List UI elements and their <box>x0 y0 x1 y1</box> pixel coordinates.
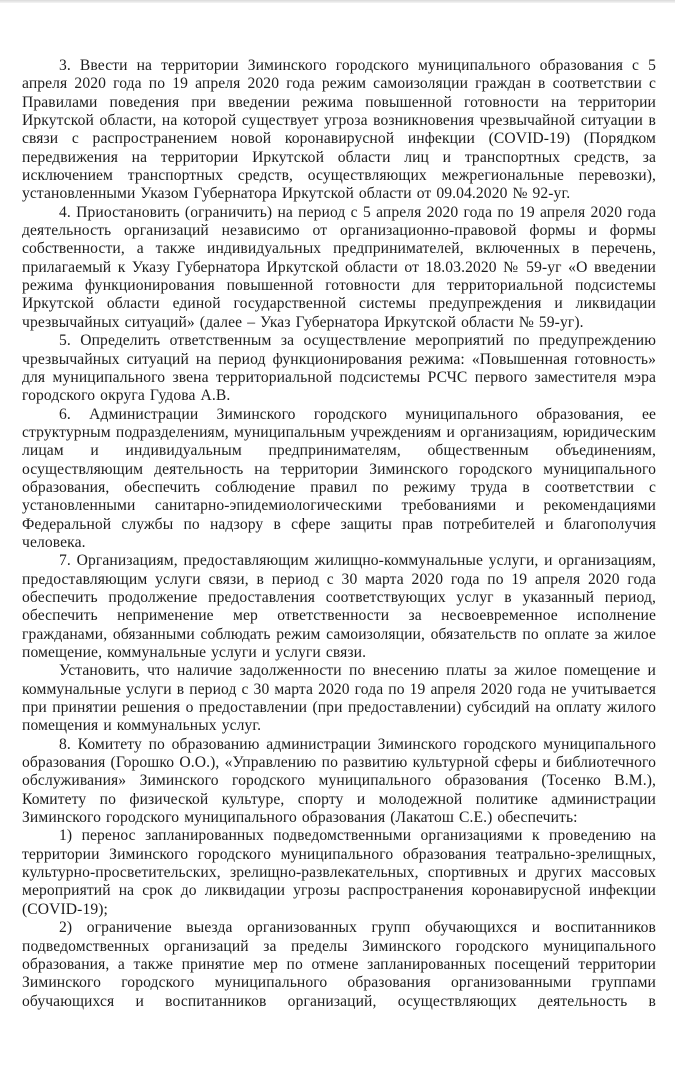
paragraph-item-4: 4. Приостановить (ограничить) на период с 5 апреля 2020 года по 19 апреля 2020 года деятельность организаций независимо от организационно-правовой формы и формы собственности, а также индивидуальных предпринимателей, включенных в перечень, прилагаемый к Указу Губернатора Иркутской области от 18.03.2020 № 59-уг «О введении режима функционирования повышенной готовности для территориальной подсистемы Иркутской области единой государственной системы предупреждения и ликвидации чрезвычайных ситуаций» (далее – Указ Губернатора Иркутской области № 59-уг). <box>22 203 656 331</box>
paragraph-item-8: 8. Комитету по образованию администрации Зиминского городского муниципального образования (Горошко О.О.), «Управлению по развитию культурной сферы и библиотечного обслуживания» Зиминского городского муниципального образования (Тосенко В.М.), Комитету по физической культуре, спорту и молодежной политике администрации Зиминского городского муниципального образования (Лакатош С.Е.) обеспечить: <box>22 735 656 827</box>
paragraph-item-5: 5. Определить ответственным за осуществление мероприятий по предупреждению чрезвычайных ситуаций на период функционирования режима: «Повышенная готовность» для муниципального звена территориальной подсистемы РСЧС первого заместителя мэра городского округа Гудова А.В. <box>22 332 656 405</box>
paragraph-item-7-note: Установить, что наличие задолженности по внесению платы за жилое помещение и коммунальные услуги в период с 30 марта 2020 года по 19 апреля 2020 года не учитывается при принятии решения о предоставлении (при предоставлении) субсидий на оплату жилого помещения и коммунальных услуг. <box>22 662 656 735</box>
paragraph-item-3: 3. Ввести на территории Зиминского городского муниципального образования с 5 апреля 2020 года по 19 апреля 2020 года режим самоизоляции граждан в соответствии с Правилами поведения при введении режима повышенной готовности на территории Иркутской области, на которой существует угроза возникновения чрезвычайной ситуации в связи с распространением новой коронавирусной инфекции (COVID-19) (Порядком передвижения на территории Иркутской области лиц и транспортных средств, за исключением транспортных средств, осуществляющих межрегиональные перевозки), установленными Указом Губернатора Иркутской области от 09.04.2020 № 92-уг. <box>22 57 656 203</box>
paragraph-item-6: 6. Администрации Зиминского городского муниципального образования, ее структурным подразделениям, муниципальным учреждениям и организациям, юридическим лицам и индивидуальным предпринимателям, общественным объединениям, осуществляющим деятельность на территории Зиминского городского муниципального образования, обеспечить соблюдение правил по режиму труда в соответствии с установленными санитарно-эпидемиологическими требованиями и рекомендациями Федеральной службы по надзору в сфере защиты прав потребителей и благополучия человека. <box>22 405 656 551</box>
paragraph-item-8-sub-1: 1) перенос запланированных подведомственными организациями к проведению на территории Зиминского городского муниципального образования театрально-зрелищных, культурно-просветительских, зрелищно-развлекательных, спортивных и других массовых мероприятий на срок до ликвидации угрозы распространения коронавирусной инфекции (COVID-19); <box>22 827 656 918</box>
paragraph-item-8-sub-2: 2) ограничение выезда организованных групп обучающихся и воспитанников подведомственных организаций за пределы Зиминского городского муниципального образования, а также принятие мер по отмене запланированных посещений территории Зиминского городского муниципального образования организованными группами обучающихся и воспитанников организаций, осуществляющих деятельность в <box>22 919 656 1010</box>
document-body <box>22 57 656 1011</box>
scan-edge-line <box>0 0 675 3</box>
paragraph-item-7: 7. Организациям, предоставляющим жилищно-коммунальные услуги, и организациям, предоставляющим услуги связи, в период с 30 марта 2020 года по 19 апреля 2020 года обеспечить продолжение предоставления соответствующих услуг в указанный период, обеспечить неприменение мер ответственности за несвоевременное исполнение гражданами, обязанными соблюдать режим самоизоляции, обязательств по оплате за жилое помещение, коммунальные услуги и услуги связи. <box>22 552 656 661</box>
